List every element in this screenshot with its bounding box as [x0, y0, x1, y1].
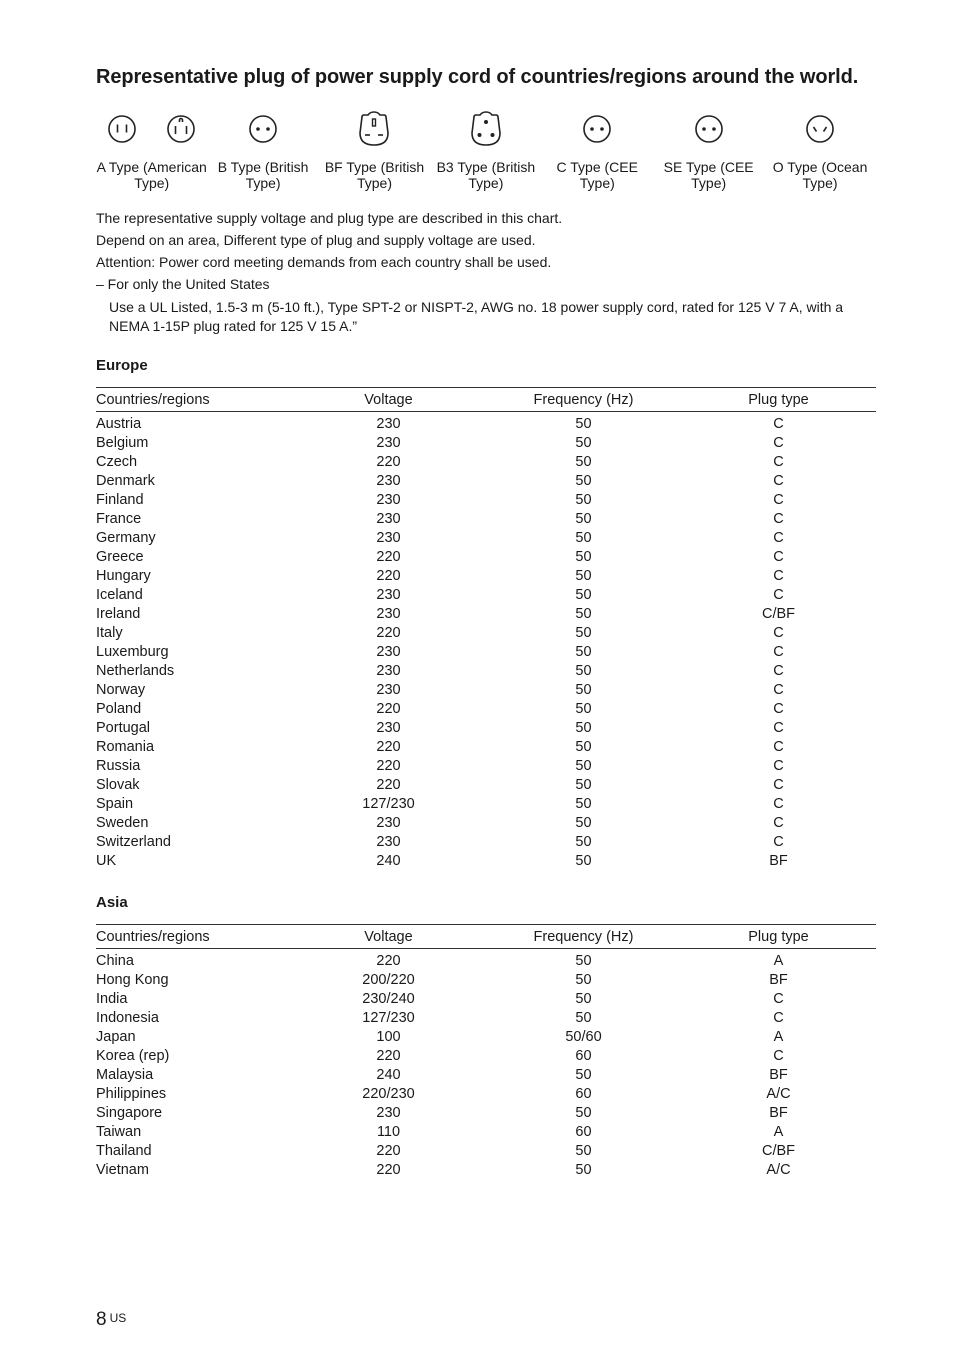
- b3-type-plug-icon: [466, 111, 506, 147]
- plug-type-cell: C: [773, 701, 784, 717]
- plug-type-cell: BF: [769, 1067, 788, 1083]
- plug-type-c: [542, 110, 653, 191]
- voltage-cell: 220/230: [362, 1086, 415, 1102]
- plug-type-cell: A: [773, 953, 784, 969]
- a-type-plug-icon: [106, 113, 138, 145]
- voltage-cell: 220: [376, 568, 401, 584]
- country-cell: Malaysia: [96, 1067, 154, 1083]
- country-cell: China: [96, 953, 134, 969]
- country-cell: Germany: [96, 530, 156, 546]
- plug-type-cell: C: [773, 625, 784, 641]
- plug-type-cell: C: [773, 511, 784, 527]
- voltage-cell: 240: [376, 853, 401, 869]
- table-row: [96, 776, 876, 795]
- plug-type-cell: C: [773, 720, 784, 736]
- asia-table-body: [96, 949, 876, 1181]
- table-row: [96, 567, 876, 586]
- plug-type-cell: C: [773, 435, 784, 451]
- table-row: [96, 719, 876, 738]
- table-row: [96, 1085, 876, 1104]
- table-row: [96, 434, 876, 453]
- column-header: Voltage: [291, 925, 486, 949]
- country-cell: Greece: [96, 549, 144, 565]
- note-line: – For only the United States: [96, 276, 270, 292]
- plug-type-cell: C: [773, 1010, 784, 1026]
- country-cell: Netherlands: [96, 663, 175, 679]
- table-row: [96, 795, 876, 814]
- table-row: [96, 1142, 876, 1161]
- table-row: [96, 510, 876, 529]
- voltage-cell: 230: [376, 606, 401, 622]
- note-line: The representative supply voltage and plug type are described in this chart.: [96, 210, 563, 226]
- frequency-cell: 50: [575, 587, 592, 603]
- voltage-cell: 220: [376, 953, 401, 969]
- voltage-cell: 230: [376, 435, 401, 451]
- b-type-plug-icon: [247, 113, 279, 145]
- voltage-cell: 220: [376, 454, 401, 470]
- plug-label: C Type (CEE Type): [556, 159, 638, 191]
- table-row: [96, 529, 876, 548]
- country-cell: Taiwan: [96, 1124, 142, 1140]
- page-number: 8: [96, 1309, 107, 1330]
- table-row: [96, 1123, 876, 1142]
- table-row: [96, 949, 876, 972]
- voltage-cell: 230: [376, 530, 401, 546]
- frequency-cell: 50: [575, 644, 592, 660]
- column-header: Frequency (Hz): [486, 925, 681, 949]
- page-title: Representative plug of power supply cord of countries/regions around the world.: [96, 66, 859, 88]
- plug-type-b3: [430, 110, 541, 191]
- frequency-cell: 50: [575, 454, 592, 470]
- frequency-cell: 50: [575, 972, 592, 988]
- table-header-row: [96, 388, 876, 412]
- plug-type-cell: C: [773, 587, 784, 603]
- country-cell: Russia: [96, 758, 141, 774]
- country-cell: Hong Kong: [96, 972, 169, 988]
- plug-type-cell: BF: [769, 853, 788, 869]
- europe-heading: Europe: [96, 357, 148, 374]
- plug-label: B Type (British Type): [217, 159, 309, 191]
- voltage-cell: 220: [376, 758, 401, 774]
- voltage-cell: 220: [376, 1143, 401, 1159]
- plug-label: B3 Type (British Type): [436, 159, 536, 191]
- plug-type-cell: C/BF: [761, 1143, 796, 1159]
- column-header: Countries/regions: [96, 925, 291, 949]
- plug-type-cell: C: [773, 644, 784, 660]
- table-row: [96, 1047, 876, 1066]
- plug-type-cell: A/C: [766, 1086, 791, 1102]
- table-row: [96, 1009, 876, 1028]
- column-header: Plug type: [681, 925, 876, 949]
- frequency-cell: 50: [575, 720, 592, 736]
- plug-label: SE Type (CEE Type): [663, 159, 754, 191]
- frequency-cell: 50: [575, 549, 592, 565]
- country-cell: Portugal: [96, 720, 151, 736]
- table-row: [96, 453, 876, 472]
- country-cell: Italy: [96, 625, 123, 641]
- frequency-cell: 50: [575, 416, 592, 432]
- frequency-cell: 60: [575, 1124, 592, 1140]
- note-line: Use a UL Listed, 1.5-3 m (5-10 ft.), Type SPT-2 or NISPT-2, AWG no. 18 power supply cord, rated for 125 V 7 A, with a NEMA 1-15P plug rated for 125 V 15 A.”: [109, 299, 844, 334]
- table-row: [96, 852, 876, 871]
- frequency-cell: 50: [575, 435, 592, 451]
- frequency-cell: 50: [575, 853, 592, 869]
- voltage-cell: 230: [376, 511, 401, 527]
- table-row: [96, 1104, 876, 1123]
- note-line: Depend on an area, Different type of plug and supply voltage are used.: [96, 232, 536, 248]
- plug-type-cell: C: [773, 682, 784, 698]
- country-cell: Ireland: [96, 606, 141, 622]
- country-cell: Belgium: [96, 435, 149, 451]
- voltage-cell: 220: [376, 739, 401, 755]
- o-type-plug-icon: [804, 113, 836, 145]
- frequency-cell: 50: [575, 1143, 592, 1159]
- table-row: [96, 643, 876, 662]
- frequency-cell: 50: [575, 777, 592, 793]
- table-row: [96, 412, 876, 435]
- frequency-cell: 50: [575, 492, 592, 508]
- plug-type-cell: BF: [769, 972, 788, 988]
- table-row: [96, 662, 876, 681]
- frequency-cell: 50: [575, 511, 592, 527]
- country-cell: Czech: [96, 454, 138, 470]
- country-cell: Denmark: [96, 473, 155, 489]
- europe-table: [96, 387, 876, 871]
- plug-type-cell: C: [773, 473, 784, 489]
- europe-table-body: [96, 412, 876, 872]
- table-row: [96, 548, 876, 567]
- table-row: [96, 1161, 876, 1180]
- voltage-cell: 240: [376, 1067, 401, 1083]
- voltage-cell: 230: [376, 492, 401, 508]
- country-cell: India: [96, 991, 128, 1007]
- country-cell: France: [96, 511, 142, 527]
- country-cell: Philippines: [96, 1086, 167, 1102]
- table-row: [96, 491, 876, 510]
- voltage-cell: 230/240: [362, 991, 415, 1007]
- bf-type-plug-icon: [354, 111, 394, 147]
- country-cell: Norway: [96, 682, 146, 698]
- voltage-cell: 220: [376, 549, 401, 565]
- frequency-cell: 50: [575, 530, 592, 546]
- column-header: Voltage: [291, 388, 486, 412]
- plug-type-cell: C: [773, 815, 784, 831]
- table-row: [96, 605, 876, 624]
- plug-type-cell: C/BF: [761, 606, 796, 622]
- table-row: [96, 681, 876, 700]
- voltage-cell: 230: [376, 416, 401, 432]
- voltage-cell: 110: [376, 1124, 401, 1140]
- table-row: [96, 1066, 876, 1085]
- table-row: [96, 700, 876, 719]
- frequency-cell: 50: [575, 663, 592, 679]
- frequency-cell: 50: [575, 568, 592, 584]
- table-row: [96, 833, 876, 852]
- plug-label: O Type (Ocean Type): [772, 159, 868, 191]
- plug-type-cell: BF: [769, 1105, 788, 1121]
- frequency-cell: 50: [575, 758, 592, 774]
- asia-heading: Asia: [96, 894, 128, 911]
- voltage-cell: 127/230: [362, 796, 415, 812]
- plug-type-cell: C: [773, 549, 784, 565]
- frequency-cell: 50: [575, 834, 592, 850]
- plug-type-cell: C: [773, 834, 784, 850]
- voltage-cell: 200/220: [362, 972, 415, 988]
- column-header: Countries/regions: [96, 388, 291, 412]
- country-cell: Finland: [96, 492, 144, 508]
- voltage-cell: 230: [376, 1105, 401, 1121]
- country-cell: Hungary: [96, 568, 151, 584]
- plug-type-cell: C: [773, 416, 784, 432]
- frequency-cell: 50: [575, 991, 592, 1007]
- country-cell: Romania: [96, 739, 155, 755]
- frequency-cell: 50: [575, 701, 592, 717]
- note-line: Attention: Power cord meeting demands from each country shall be used.: [96, 254, 552, 270]
- frequency-cell: 50: [575, 1105, 592, 1121]
- region-code: US: [109, 1311, 127, 1325]
- country-cell: Switzerland: [96, 834, 171, 850]
- voltage-cell: 230: [376, 587, 401, 603]
- plug-type-cell: C: [773, 454, 784, 470]
- country-cell: Poland: [96, 701, 142, 717]
- country-cell: Austria: [96, 416, 142, 432]
- column-header: Frequency (Hz): [486, 388, 681, 412]
- column-header: Plug type: [681, 388, 876, 412]
- frequency-cell: 50: [575, 953, 592, 969]
- table-row: [96, 757, 876, 776]
- plug-type-cell: C: [773, 777, 784, 793]
- voltage-cell: 220: [376, 701, 401, 717]
- voltage-cell: 230: [376, 663, 401, 679]
- se-type-plug-icon: [693, 113, 725, 145]
- table-row: [96, 971, 876, 990]
- voltage-cell: 230: [376, 815, 401, 831]
- frequency-cell: 50: [575, 796, 592, 812]
- country-cell: Slovak: [96, 777, 140, 793]
- country-cell: Vietnam: [96, 1162, 149, 1178]
- plug-type-cell: A: [773, 1029, 784, 1045]
- plug-type-a: [96, 110, 207, 191]
- voltage-cell: 230: [376, 644, 401, 660]
- plug-type-cell: C: [773, 663, 784, 679]
- country-cell: Thailand: [96, 1143, 152, 1159]
- frequency-cell: 60: [575, 1086, 592, 1102]
- document-page: [96, 64, 876, 1180]
- frequency-cell: 60: [575, 1048, 592, 1064]
- plug-type-se: [653, 110, 764, 191]
- plug-type-cell: A/C: [766, 1162, 791, 1178]
- table-row: [96, 1028, 876, 1047]
- country-cell: Korea (rep): [96, 1048, 170, 1064]
- voltage-cell: 100: [376, 1029, 401, 1045]
- frequency-cell: 50: [575, 625, 592, 641]
- plug-type-o: [764, 110, 875, 191]
- frequency-cell: 50: [575, 1067, 592, 1083]
- frequency-cell: 50: [575, 606, 592, 622]
- plug-type-cell: A: [773, 1124, 784, 1140]
- asia-table: [96, 924, 876, 1180]
- country-cell: Iceland: [96, 587, 143, 603]
- frequency-cell: 50: [575, 739, 592, 755]
- country-cell: Spain: [96, 796, 134, 812]
- frequency-cell: 50: [575, 1010, 592, 1026]
- plug-type-cell: C: [773, 991, 784, 1007]
- c-type-plug-icon: [581, 113, 613, 145]
- table-row: [96, 990, 876, 1009]
- plug-type-cell: C: [773, 758, 784, 774]
- voltage-cell: 220: [376, 777, 401, 793]
- country-cell: Sweden: [96, 815, 149, 831]
- frequency-cell: 50: [575, 815, 592, 831]
- plug-type-cell: C: [773, 796, 784, 812]
- country-cell: Singapore: [96, 1105, 163, 1121]
- country-cell: UK: [96, 853, 117, 869]
- voltage-cell: 230: [376, 720, 401, 736]
- voltage-cell: 230: [376, 473, 401, 489]
- plug-type-b: [207, 110, 318, 191]
- voltage-cell: 220: [376, 625, 401, 641]
- country-cell: Indonesia: [96, 1010, 159, 1026]
- plug-type-cell: C: [773, 739, 784, 755]
- table-row: [96, 814, 876, 833]
- plug-type-bf: [319, 110, 430, 191]
- frequency-cell: 50/60: [565, 1029, 602, 1045]
- plug-type-cell: C: [773, 492, 784, 508]
- frequency-cell: 50: [575, 473, 592, 489]
- table-row: [96, 472, 876, 491]
- voltage-cell: 220: [376, 1162, 401, 1178]
- country-cell: Luxemburg: [96, 644, 169, 660]
- table-header-row: [96, 925, 876, 949]
- table-row: [96, 624, 876, 643]
- plug-type-cell: C: [773, 1048, 784, 1064]
- table-row: [96, 586, 876, 605]
- plug-type-cell: C: [773, 530, 784, 546]
- notes: [96, 207, 876, 336]
- plug-label: BF Type (British Type): [324, 159, 425, 191]
- page-footer: [96, 1307, 126, 1331]
- plug-label: A Type (American Type): [96, 159, 207, 191]
- voltage-cell: 230: [376, 834, 401, 850]
- frequency-cell: 50: [575, 682, 592, 698]
- frequency-cell: 50: [575, 1162, 592, 1178]
- voltage-cell: 127/230: [362, 1010, 415, 1026]
- plug-type-cell: C: [773, 568, 784, 584]
- voltage-cell: 230: [376, 682, 401, 698]
- country-cell: Japan: [96, 1029, 136, 1045]
- table-row: [96, 738, 876, 757]
- voltage-cell: 220: [376, 1048, 401, 1064]
- a-type-grounded-plug-icon: [165, 113, 197, 145]
- plug-types-row: [96, 110, 876, 191]
